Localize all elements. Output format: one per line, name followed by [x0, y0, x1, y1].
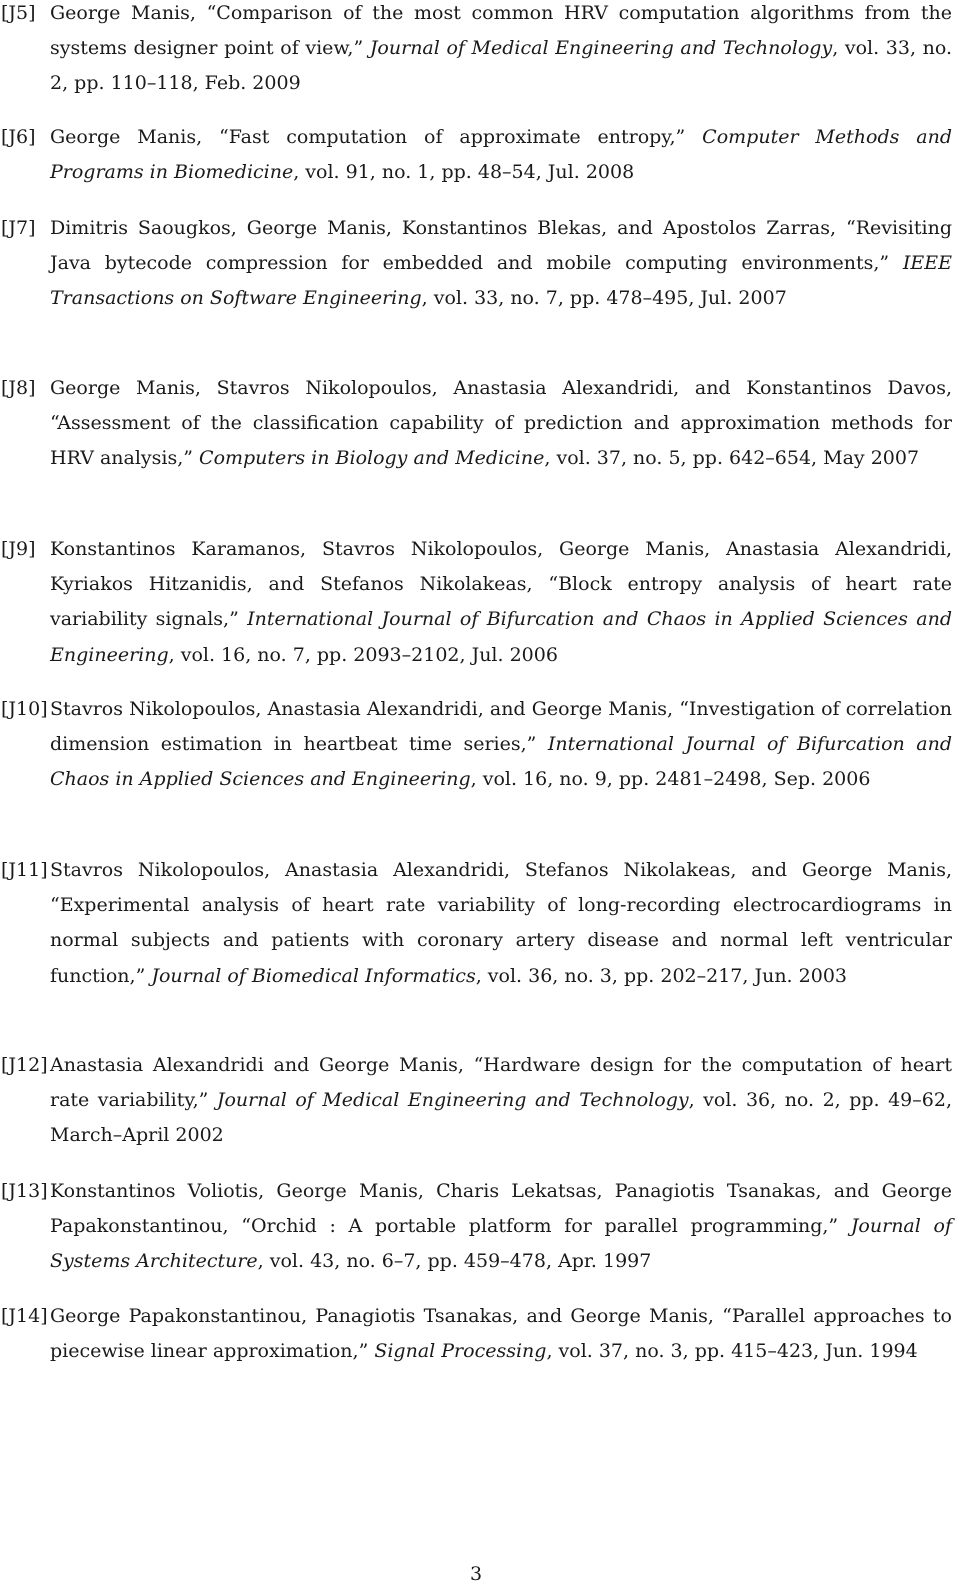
- reference-details: , vol. 33, no. 2, pp. 110–118, Feb. 2009: [50, 37, 952, 95]
- reference-authors-title: Konstantinos Karamanos, Stavros Nikolopoulos, George Manis, Anastasia Alexandridi, Kyriakos Hitzanidis, and Stefanos Nikolakeas, “Block entropy analysis of heart rate variability signals,”: [50, 538, 952, 631]
- reference-text: [50, 211, 952, 317]
- reference-authors-title: George Manis, “Comparison of the most common HRV computation algorithms from the systems designer point of view,”: [50, 2, 952, 60]
- reference-journal: IEEE Transactions on Software Engineering: [50, 252, 952, 310]
- reference-journal: Signal Processing: [374, 1340, 547, 1363]
- reference-authors-title: George Manis, Stavros Nikolopoulos, Anastasia Alexandridi, and Konstantinos Davos, “Assessment of the classification capability of prediction and approximation methods for HRV analysis,”: [50, 377, 952, 470]
- reference-details: , vol. 37, no. 3, pp. 415–423, Jun. 1994: [546, 1340, 918, 1363]
- page-number: 3: [469, 1563, 483, 1585]
- reference-text: [50, 532, 952, 673]
- reference-label: [J8]: [1, 377, 36, 399]
- reference-details: , vol. 36, no. 3, pp. 202–217, Jun. 2003: [475, 964, 847, 987]
- reference-text: [50, 1299, 952, 1369]
- reference-entry: [0, 532, 952, 673]
- reference-authors-title: Anastasia Alexandridi and George Manis, “Hardware design for the computation of heart rate variability,”: [50, 1054, 952, 1112]
- reference-journal: Journal of Medical Engineering and Technology: [216, 1089, 689, 1112]
- reference-label: [J5]: [1, 2, 36, 24]
- reference-details: , vol. 36, no. 2, pp. 49–62, March–April 2002: [50, 1089, 952, 1147]
- reference-entry: [0, 371, 952, 477]
- reference-journal: Journal of Systems Architecture: [50, 1215, 952, 1273]
- reference-authors-title: George Papakonstantinou, Panagiotis Tsanakas, and George Manis, “Parallel approaches to piecewise linear approximation,”: [50, 1305, 952, 1363]
- reference-entry: [0, 1299, 952, 1369]
- reference-label: [J12]: [1, 1054, 48, 1076]
- reference-label: [J7]: [1, 217, 36, 239]
- reference-authors-title: Stavros Nikolopoulos, Anastasia Alexandridi, Stefanos Nikolakeas, and George Manis, “Experimental analysis of heart rate variability of long-recording electrocardiograms in normal subjects and patients with coronary artery disease and normal left ventricular function,”: [50, 859, 952, 987]
- reference-entry: [0, 1048, 952, 1154]
- reference-details: , vol. 37, no. 5, pp. 642–654, May 2007: [544, 447, 920, 470]
- reference-authors-title: Stavros Nikolopoulos, Anastasia Alexandridi, and George Manis, “Investigation of correlation dimension estimation in heartbeat time series,”: [50, 698, 952, 756]
- reference-journal: Computers in Biology and Medicine: [199, 447, 545, 470]
- reference-label: [J14]: [1, 1305, 48, 1327]
- reference-authors-title: George Manis, “Fast computation of approximate entropy,”: [50, 126, 703, 148]
- reference-entry: [0, 692, 952, 798]
- reference-details: , vol. 16, no. 7, pp. 2093–2102, Jul. 2006: [168, 643, 558, 666]
- reference-text: [50, 0, 952, 102]
- reference-text: [50, 853, 952, 994]
- reference-label: [J9]: [1, 538, 36, 560]
- reference-details: , vol. 33, no. 7, pp. 478–495, Jul. 2007: [421, 287, 787, 310]
- reference-label: [J6]: [1, 126, 36, 148]
- reference-authors-title: Dimitris Saougkos, George Manis, Konstantinos Blekas, and Apostolos Zarras, “Revisiting Java bytecode compression for embedded and mobile computing environments,”: [50, 217, 952, 275]
- reference-label: [J13]: [1, 1180, 48, 1202]
- reference-entry: [0, 120, 952, 190]
- reference-journal: International Journal of Bifurcation and Chaos in Applied Sciences and Engineering: [50, 733, 952, 791]
- reference-entry: [0, 1174, 952, 1280]
- reference-entry: [0, 0, 952, 102]
- reference-journal: International Journal of Bifurcation and Chaos in Applied Sciences and Engineering: [50, 608, 952, 666]
- reference-authors-title: Konstantinos Voliotis, George Manis, Charis Lekatsas, Panagiotis Tsanakas, and George Papakonstantinou, “Orchid : A portable platform for parallel programming,”: [50, 1180, 952, 1238]
- reference-entry: [0, 211, 952, 317]
- reference-text: [50, 692, 952, 798]
- reference-details: , vol. 91, no. 1, pp. 48–54, Jul. 2008: [293, 161, 635, 184]
- reference-journal: Journal of Medical Engineering and Technology: [369, 37, 833, 60]
- reference-details: , vol. 16, no. 9, pp. 2481–2498, Sep. 2006: [470, 768, 871, 791]
- reference-journal: Computer Methods and Programs in Biomedicine: [50, 126, 952, 184]
- reference-entry: [0, 853, 952, 994]
- reference-label: [J11]: [1, 859, 48, 881]
- reference-journal: Journal of Biomedical Informatics: [151, 964, 476, 987]
- reference-text: [50, 120, 952, 190]
- reference-details: , vol. 43, no. 6–7, pp. 459–478, Apr. 1997: [257, 1250, 652, 1273]
- reference-text: [50, 1048, 952, 1154]
- reference-label: [J10]: [1, 698, 48, 720]
- reference-text: [50, 371, 952, 477]
- reference-text: [50, 1174, 952, 1280]
